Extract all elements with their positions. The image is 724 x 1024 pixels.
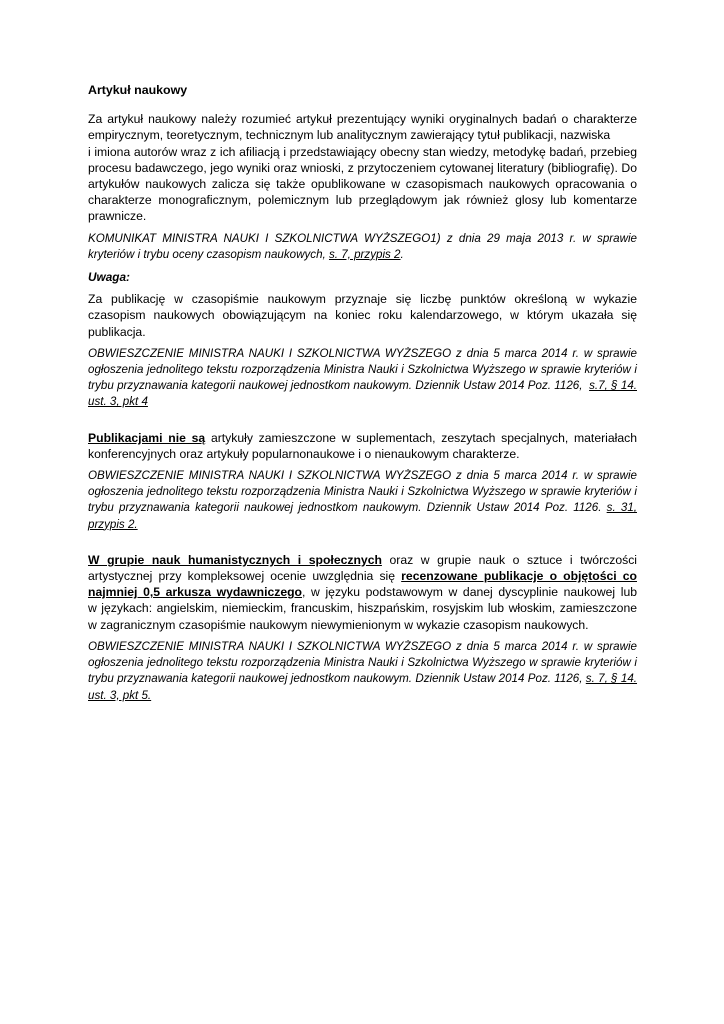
text-segment: OBWIESZCZENIE MINISTRA NAUKI I SZKOLNICTWA WYŻSZEGO z dnia 5 marca 2014 r. w sprawie ogłoszenia jednolitego tekstu rozporządzenia Ministra Nauki i Szkolnictwa Wyższego w sprawie kryteriów i trybu przyznawania kategorii naukowej jednostkom naukowym. Dziennik Ustaw 2014 Poz. 1126, (88, 639, 637, 686)
text-segment: . (400, 247, 404, 261)
text-segment: i imiona autorów wraz z ich afiliacją i przedstawiający obecny stan wiedzy, metodykę badań, przebieg procesu badawczego, jego wyniki oraz wnioski, z przytoczeniem cytowanej literatury (bibliografię). Do artykułów naukowych zalicza się także opublikowane w czasopismach naukowych opracowania o charakterze monograficznym, polemicznym lub przeglądowym jak również glosy lub komentarze prawnicze. (88, 144, 637, 224)
reference-text: s.7, § 14. ust. 3, pkt 4 (88, 379, 637, 409)
citation-obwieszczenie-2 (88, 468, 637, 533)
reference-text: s. 7, § 14. ust. 3, pkt 5. (88, 672, 638, 702)
text-segment: Uwaga: (88, 270, 130, 285)
text-segment: artykuły zamieszczone w suplementach, zeszytach specjalnych, materiałach konferencyjnych oraz artykuły popularnonaukowe i o nienaukowym charakterze. (88, 430, 637, 461)
document-content (88, 82, 637, 704)
blank-line (88, 539, 637, 552)
citation-obwieszczenie-3 (88, 639, 637, 704)
reference-text: recenzowane publikacje o objętości co najmniej 0,5 arkusza wydawniczego (88, 569, 638, 600)
text-segment: KOMUNIKAT MINISTRA NAUKI I SZKOLNICTWA WYŻSZEGO1) z dnia 29 maja 2013 r. w sprawie kryteriów i trybu oceny czasopism naukowych, (88, 231, 637, 261)
text-segment: Za publikację w czasopiśmie naukowym przyznaje się liczbę punktów określoną w wykazie czasopism naukowych obowiązującym na koniec roku kalendarzowego, w którym ukazała się publikacja. (88, 292, 637, 339)
document-title (88, 82, 637, 98)
note-heading (88, 269, 637, 285)
citation-obwieszczenie-1 (88, 346, 637, 411)
text-segment: OBWIESZCZENIE MINISTRA NAUKI I SZKOLNICTWA WYŻSZEGO z dnia 5 marca 2014 r. w sprawie ogłoszenia jednolitego tekstu rozporządzenia Ministra Nauki i Szkolnictwa Wyższego w sprawie kryteriów i trybu przyznawania kategorii naukowej jednostkom naukowym. Dziennik Ustaw 2014 Poz. 1126. (88, 469, 637, 515)
blank-line (88, 417, 637, 430)
humanities-paragraph (88, 552, 637, 633)
reference-text: s. 31, przypis 2. (88, 501, 637, 531)
text-segment: Artykuł naukowy (88, 83, 188, 97)
text-segment: Za artykuł naukowy należy rozumieć artykuł prezentujący wyniki oryginalnych badań o charakterze empirycznym, teoretycznym, technicznym lub analitycznym zawierający tytuł publikacji, nazwiska (88, 112, 637, 143)
definition-paragraph (88, 111, 637, 224)
citation-komunikat (88, 231, 637, 263)
reference-text: s. 7, przypis 2 (328, 247, 401, 261)
exclusions-paragraph (88, 430, 637, 462)
text-segment: OBWIESZCZENIE MINISTRA NAUKI I SZKOLNICTWA WYŻSZEGO z dnia 5 marca 2014 r. w sprawie ogłoszenia jednolitego tekstu rozporządzenia Ministra Nauki i Szkolnictwa Wyższego w sprawie kryteriów i trybu przyznawania kategorii naukowej jednostkom naukowym. Dziennik Ustaw 2014 Poz. 1126, (88, 346, 637, 393)
reference-text: Publikacjami nie są (88, 430, 206, 445)
text-segment: , w języku podstawowym w danej dyscyplinie naukowej lub w językach: angielskim, niemieckim, francuskim, hiszpańskim, rosyjskim lub włoskim, zamieszczone w zagranicznym czasopiśmie naukowym niewymienionym w wykazie czasopism naukowych. (88, 585, 638, 632)
points-paragraph (88, 291, 637, 340)
text-segment: oraz w grupie nauk o sztuce i twórczości artystycznej przy kompleksowej ocenie uwzględnia się (88, 552, 638, 584)
reference-text: W grupie nauk humanistycznych i społecznych (88, 552, 382, 567)
